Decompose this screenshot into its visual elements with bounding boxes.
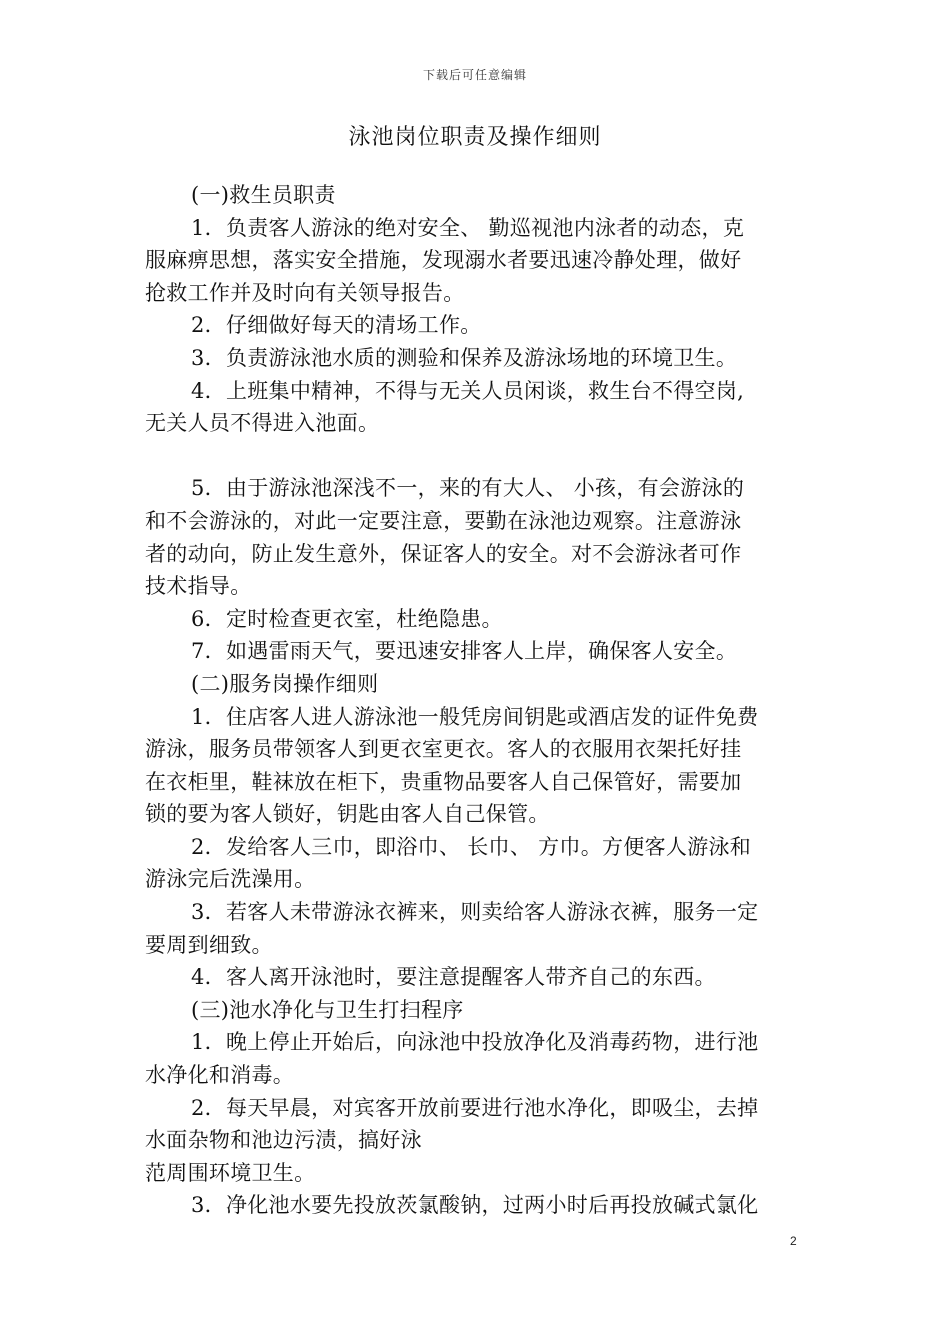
paragraph-line: 2．发给客人三巾，即浴巾、 长巾、 方巾。方便客人游泳和 xyxy=(191,834,752,859)
paragraph-line: 2．每天早晨，对宾客开放前要进行池水净化，即吸尘，去掉 xyxy=(191,1095,759,1120)
paragraph-line: 3．负责游泳池水质的测验和保养及游泳场地的环境卫生。 xyxy=(191,345,738,370)
paragraph-line: 抢救工作并及时向有关领导报告。 xyxy=(145,280,465,305)
blank-line xyxy=(145,440,805,473)
section-heading: (三)池水净化与卫生打扫程序 xyxy=(191,997,464,1022)
paragraph-line: 水净化和消毒。 xyxy=(145,1063,295,1088)
document-body xyxy=(145,179,805,1222)
paragraph-line: 游泳完后洗澡用。 xyxy=(145,867,316,892)
paragraph-line: 服麻痹思想，落实安全措施，发现溺水者要迅速冷静处理，做好 xyxy=(145,248,742,273)
paragraph-line: 1．晚上停止开始后，向泳池中投放净化及消毒药物，进行池 xyxy=(191,1030,759,1055)
paragraph-line: 无关人员不得进入池面。 xyxy=(145,411,380,436)
paragraph-line: 者的动向，防止发生意外，保证客人的安全。对不会游泳者可作 xyxy=(145,541,742,566)
paragraph-line: 4．上班集中精神，不得与无关人员闲谈，救生台不得空岗, xyxy=(191,378,745,403)
document-title: 泳池岗位职责及操作细则 xyxy=(348,125,602,150)
header-note: 下载后可任意编辑 xyxy=(422,68,527,82)
paragraph-line: 游泳，服务员带领客人到更衣室更衣。客人的衣服用衣架托好挂 xyxy=(145,737,742,762)
paragraph-line: 锁的要为客人锁好，钥匙由客人自己保管。 xyxy=(145,802,550,827)
section-heading: (二)服务岗操作细则 xyxy=(191,671,379,696)
paragraph-line: 3．若客人未带游泳衣裤来，则卖给客人游泳衣裤，服务一定 xyxy=(191,900,759,925)
paragraph-line: 和不会游泳的，对此一定要注意，要勤在泳池边观察。注意游泳 xyxy=(145,508,742,533)
paragraph-line: 在衣柜里，鞋袜放在柜下，贵重物品要客人自己保管好，需要加 xyxy=(145,769,742,794)
paragraph-line: 1．住店客人进人游泳池一般凭房间钥匙或酒店发的证件免费 xyxy=(191,704,759,729)
paragraph-line: 6．定时检查更衣室，杜绝隐患。 xyxy=(191,606,503,631)
paragraph-line: 1．负责客人游泳的绝对安全、 勤巡视池内泳者的动态，克 xyxy=(191,215,745,240)
page-number: 2 xyxy=(790,1234,797,1248)
section-heading: (一)救生员职责 xyxy=(191,183,336,207)
paragraph-line: 2．仔细做好每天的清场工作。 xyxy=(191,313,482,338)
paragraph-line: 技术指导。 xyxy=(145,574,252,599)
paragraph-line: 7．如遇雷雨天气，要迅速安排客人上岸，确保客人安全。 xyxy=(191,639,738,664)
paragraph-line: 4．客人离开泳池时，要注意提醒客人带齐自己的东西。 xyxy=(191,965,716,990)
paragraph-line: 要周到细致。 xyxy=(145,932,273,957)
paragraph-line: 范周围环境卫生。 xyxy=(145,1160,316,1185)
paragraph-line: 水面杂物和池边污渍，搞好泳 xyxy=(145,1128,422,1153)
paragraph-line: 3．净化池水要先投放茨氯酸钠，过两小时后再投放碱式氯化 xyxy=(191,1193,759,1218)
paragraph-line: 5．由于游泳池深浅不一，来的有大人、 小孩，有会游泳的 xyxy=(191,476,745,501)
